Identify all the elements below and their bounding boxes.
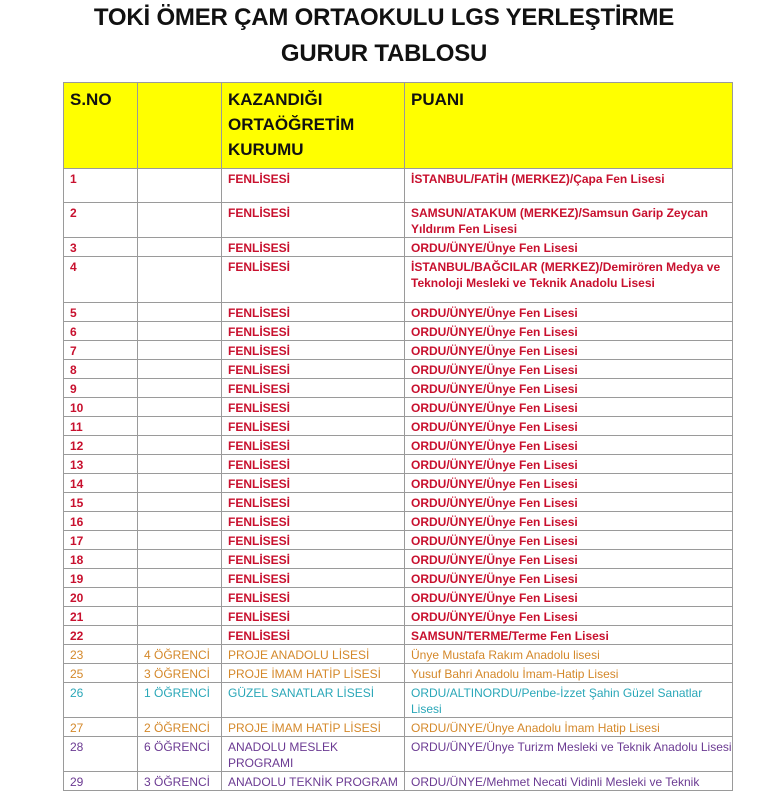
row-count — [138, 169, 222, 203]
row-school: ORDU/ÜNYE/Ünye Fen Lisesi — [405, 550, 733, 569]
row-school-type: PROJE ANADOLU LİSESİ — [222, 645, 405, 664]
row-number: 14 — [64, 474, 138, 493]
row-school: Ünye Mustafa Rakım Anadolu lisesi — [405, 645, 733, 664]
row-number: 28 — [64, 737, 138, 772]
row-number: 18 — [64, 550, 138, 569]
row-school-type: FENLİSESİ — [222, 436, 405, 455]
row-count — [138, 474, 222, 493]
row-school-type: GÜZEL SANATLAR LİSESİ — [222, 683, 405, 718]
row-count — [138, 493, 222, 512]
row-number: 20 — [64, 588, 138, 607]
table-row — [64, 303, 733, 322]
row-count — [138, 569, 222, 588]
row-school: ORDU/ÜNYE/Ünye Fen Lisesi — [405, 493, 733, 512]
row-count — [138, 550, 222, 569]
row-count — [138, 607, 222, 626]
page-subtitle: GURUR TABLOSU — [280, 40, 488, 67]
row-school: ORDU/ÜNYE/Ünye Fen Lisesi — [405, 360, 733, 379]
row-number: 11 — [64, 417, 138, 436]
row-count — [138, 303, 222, 322]
row-number: 15 — [64, 493, 138, 512]
row-school-type: FENLİSESİ — [222, 550, 405, 569]
row-school-type: PROJE İMAM HATİP LİSESİ — [222, 718, 405, 737]
row-number: 2 — [64, 203, 138, 238]
table-row — [64, 169, 733, 203]
row-school: ORDU/ÜNYE/Mehmet Necati Vidinli Mesleki ve Teknik — [405, 772, 733, 791]
row-school-type: FENLİSESİ — [222, 169, 405, 203]
table-row — [64, 493, 733, 512]
row-number: 22 — [64, 626, 138, 645]
row-school: ORDU/ÜNYE/Ünye Fen Lisesi — [405, 512, 733, 531]
row-school-type: FENLİSESİ — [222, 455, 405, 474]
table-row — [64, 360, 733, 379]
header-sno: S.NO — [64, 83, 138, 169]
row-school-type: FENLİSESİ — [222, 512, 405, 531]
table-row — [64, 512, 733, 531]
row-school-type: FENLİSESİ — [222, 257, 405, 303]
table-row — [64, 645, 733, 664]
row-count — [138, 203, 222, 238]
table-row — [64, 203, 733, 238]
row-school: İSTANBUL/BAĞCILAR (MERKEZ)/Demirören Medya ve Teknoloji Mesleki ve Teknik Anadolu Lisesi — [405, 257, 733, 303]
table-row — [64, 257, 733, 303]
header-puan: PUANI — [405, 83, 733, 169]
table-row — [64, 737, 733, 772]
row-school: ORDU/ÜNYE/Ünye Fen Lisesi — [405, 417, 733, 436]
table-row — [64, 772, 733, 791]
row-number: 1 — [64, 169, 138, 203]
row-count — [138, 398, 222, 417]
row-number: 3 — [64, 238, 138, 257]
table-row — [64, 238, 733, 257]
row-number: 12 — [64, 436, 138, 455]
row-number: 13 — [64, 455, 138, 474]
row-school: ORDU/ÜNYE/Ünye Fen Lisesi — [405, 303, 733, 322]
row-school-type: FENLİSESİ — [222, 203, 405, 238]
row-number: 26 — [64, 683, 138, 718]
table-row — [64, 588, 733, 607]
row-school-type: ANADOLU TEKNİK PROGRAM — [222, 772, 405, 791]
row-school-type: FENLİSESİ — [222, 607, 405, 626]
row-number: 16 — [64, 512, 138, 531]
row-school-type: FENLİSESİ — [222, 341, 405, 360]
row-count — [138, 341, 222, 360]
row-school-type: FENLİSESİ — [222, 569, 405, 588]
table-row — [64, 550, 733, 569]
header-blank — [138, 83, 222, 169]
row-number: 4 — [64, 257, 138, 303]
row-school: ORDU/ÜNYE/Ünye Fen Lisesi — [405, 474, 733, 493]
row-number: 23 — [64, 645, 138, 664]
table-row — [64, 683, 733, 718]
row-number: 7 — [64, 341, 138, 360]
row-school-type: PROJE İMAM HATİP LİSESİ — [222, 664, 405, 683]
row-count: 4 ÖĞRENCİ — [138, 645, 222, 664]
row-school: ORDU/ÜNYE/Ünye Fen Lisesi — [405, 398, 733, 417]
row-count — [138, 379, 222, 398]
row-count — [138, 588, 222, 607]
row-school: İSTANBUL/FATİH (MERKEZ)/Çapa Fen Lisesi — [405, 169, 733, 203]
row-school: ORDU/ÜNYE/Ünye Fen Lisesi — [405, 455, 733, 474]
table-row — [64, 569, 733, 588]
table-row — [64, 436, 733, 455]
table-row — [64, 379, 733, 398]
table-row — [64, 398, 733, 417]
row-school-type: FENLİSESİ — [222, 303, 405, 322]
row-count — [138, 436, 222, 455]
table-row — [64, 531, 733, 550]
row-count — [138, 626, 222, 645]
row-school-type: FENLİSESİ — [222, 531, 405, 550]
table-row — [64, 626, 733, 645]
row-school: ORDU/ALTINORDU/Penbe-İzzet Şahin Güzel Sanatlar Lisesi — [405, 683, 733, 718]
row-count: 6 ÖĞRENCİ — [138, 737, 222, 772]
row-school: ORDU/ÜNYE/Ünye Anadolu İmam Hatip Lisesi — [405, 718, 733, 737]
table-row — [64, 664, 733, 683]
table-header-row — [64, 83, 733, 169]
row-school-type: FENLİSESİ — [222, 360, 405, 379]
row-number: 17 — [64, 531, 138, 550]
table-row — [64, 322, 733, 341]
row-number: 27 — [64, 718, 138, 737]
table-row — [64, 455, 733, 474]
row-school: ORDU/ÜNYE/Ünye Fen Lisesi — [405, 238, 733, 257]
row-school-type: FENLİSESİ — [222, 417, 405, 436]
row-count — [138, 531, 222, 550]
row-school-type: FENLİSESİ — [222, 238, 405, 257]
row-school-type: FENLİSESİ — [222, 588, 405, 607]
row-number: 29 — [64, 772, 138, 791]
row-number: 25 — [64, 664, 138, 683]
row-school: Yusuf Bahri Anadolu İmam-Hatip Lisesi — [405, 664, 733, 683]
table-row — [64, 341, 733, 360]
row-school-type: ANADOLU MESLEK PROGRAMI — [222, 737, 405, 772]
table-row — [64, 718, 733, 737]
row-count — [138, 238, 222, 257]
row-count: 3 ÖĞRENCİ — [138, 664, 222, 683]
row-count — [138, 257, 222, 303]
row-count — [138, 455, 222, 474]
row-count: 2 ÖĞRENCİ — [138, 718, 222, 737]
row-number: 6 — [64, 322, 138, 341]
row-school: ORDU/ÜNYE/Ünye Fen Lisesi — [405, 379, 733, 398]
row-school: ORDU/ÜNYE/Ünye Fen Lisesi — [405, 436, 733, 455]
row-school-type: FENLİSESİ — [222, 493, 405, 512]
row-school: ORDU/ÜNYE/Ünye Fen Lisesi — [405, 588, 733, 607]
row-school: ORDU/ÜNYE/Ünye Fen Lisesi — [405, 569, 733, 588]
row-number: 21 — [64, 607, 138, 626]
results-table — [63, 82, 733, 791]
row-number: 9 — [64, 379, 138, 398]
row-school-type: FENLİSESİ — [222, 398, 405, 417]
row-school: ORDU/ÜNYE/Ünye Fen Lisesi — [405, 322, 733, 341]
row-number: 10 — [64, 398, 138, 417]
row-school-type: FENLİSESİ — [222, 379, 405, 398]
row-school: SAMSUN/ATAKUM (MERKEZ)/Samsun Garip Zeycan Yıldırım Fen Lisesi — [405, 203, 733, 238]
row-school: SAMSUN/TERME/Terme Fen Lisesi — [405, 626, 733, 645]
row-count — [138, 360, 222, 379]
row-number: 8 — [64, 360, 138, 379]
row-school: ORDU/ÜNYE/Ünye Turizm Mesleki ve Teknik Anadolu Lisesi — [405, 737, 733, 772]
row-number: 19 — [64, 569, 138, 588]
row-count — [138, 417, 222, 436]
row-school: ORDU/ÜNYE/Ünye Fen Lisesi — [405, 607, 733, 626]
table-row — [64, 607, 733, 626]
row-count: 3 ÖĞRENCİ — [138, 772, 222, 791]
header-kurum: KAZANDIĞI ORTAÖĞRETİM KURUMU — [222, 83, 405, 169]
row-count — [138, 322, 222, 341]
row-school: ORDU/ÜNYE/Ünye Fen Lisesi — [405, 341, 733, 360]
table-row — [64, 474, 733, 493]
row-school-type: FENLİSESİ — [222, 474, 405, 493]
row-school-type: FENLİSESİ — [222, 626, 405, 645]
table-row — [64, 417, 733, 436]
row-count: 1 ÖĞRENCİ — [138, 683, 222, 718]
row-count — [138, 512, 222, 531]
row-school-type: FENLİSESİ — [222, 322, 405, 341]
page-title: TOKİ ÖMER ÇAM ORTAOKULU LGS YERLEŞTİRME — [93, 4, 675, 31]
row-number: 5 — [64, 303, 138, 322]
row-school: ORDU/ÜNYE/Ünye Fen Lisesi — [405, 531, 733, 550]
